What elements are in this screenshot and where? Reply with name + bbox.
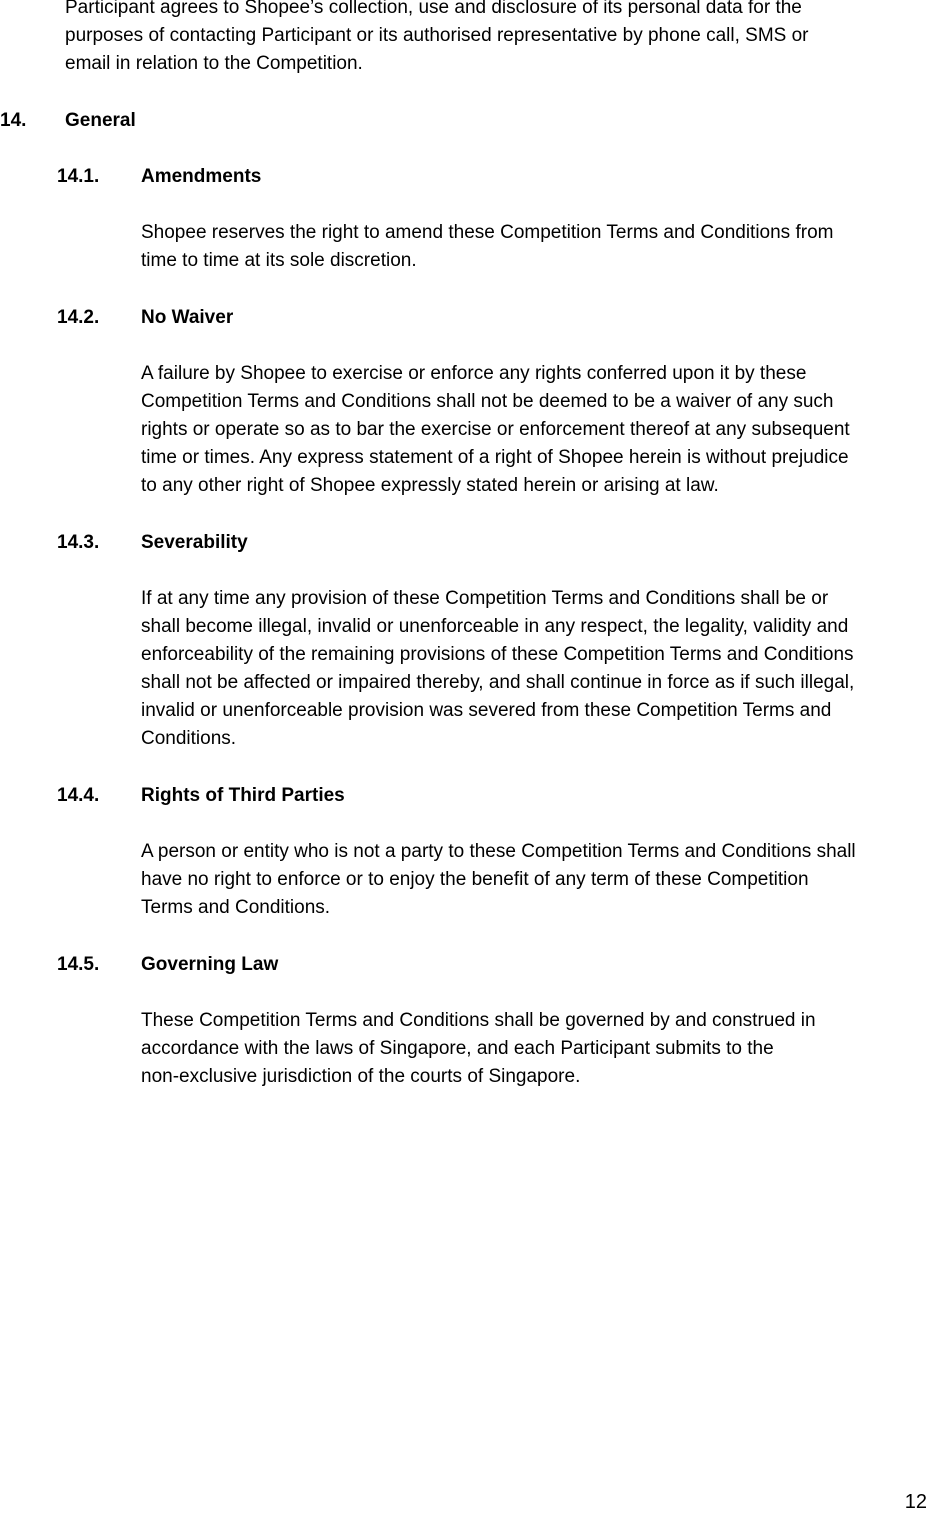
body-line: enforceability of the remaining provisions of these Competition Terms and Conditions [141,644,854,665]
section-title: General [65,110,136,131]
subsection-title: Amendments [141,166,262,187]
subsection-number: 14.2. [57,307,100,328]
body-line: A failure by Shopee to exercise or enforce any rights conferred upon it by these [141,363,807,384]
body-line: Competition Terms and Conditions shall not be deemed to be a waiver of any such [141,391,834,412]
subsection-number: 14.1. [57,166,100,187]
body-line: have no right to enforce or to enjoy the benefit of any term of these Competition [141,869,809,890]
body-line: shall become illegal, invalid or unenforceable in any respect, the legality, validity and [141,616,849,637]
body-line: Shopee reserves the right to amend these Competition Terms and Conditions from [141,222,834,243]
intro-line: Participant agrees to Shopee’s collection, use and disclosure of its personal data for the [65,0,802,18]
body-line: If at any time any provision of these Competition Terms and Conditions shall be or [141,588,829,609]
body-line: time to time at its sole discretion. [141,250,417,271]
intro-line: purposes of contacting Participant or its authorised representative by phone call, SMS or [65,25,809,46]
subsection-body [141,1007,816,1091]
body-line: accordance with the laws of Singapore, and each Participant submits to the [141,1038,774,1059]
subsection-number: 14.4. [57,785,100,806]
body-line: Conditions. [141,728,237,749]
subsection-body [141,838,856,922]
subsection-title: No Waiver [141,307,234,328]
body-line: Terms and Conditions. [141,897,331,918]
subsection-number: 14.3. [57,532,100,553]
subsection-title: Severability [141,532,248,553]
subsection-number: 14.5. [57,954,100,975]
body-line: invalid or unenforceable provision was severed from these Competition Terms and [141,700,832,721]
subsection-body [141,585,854,753]
subsection-title: Rights of Third Parties [141,785,345,806]
subsection-body [141,360,850,500]
body-line: time or times. Any express statement of a right of Shopee herein is without prejudice [141,447,849,468]
body-line: These Competition Terms and Conditions shall be governed by and construed in [141,1010,816,1031]
section-number: 14. [0,110,27,131]
body-line: rights or operate so as to bar the exercise or enforcement thereof at any subsequent [141,419,850,440]
body-line: to any other right of Shopee expressly stated herein or arising at law. [141,475,719,496]
intro-paragraph [65,0,809,78]
subsection-body [141,219,833,275]
subsection-title: Governing Law [141,954,279,975]
body-line: non-exclusive jurisdiction of the courts of Singapore. [141,1066,581,1087]
intro-line: email in relation to the Competition. [65,53,363,74]
page-number: 12 [904,1491,927,1513]
body-line: A person or entity who is not a party to these Competition Terms and Conditions shall [141,841,856,862]
body-line: shall not be affected or impaired thereby, and shall continue in force as if such illegal, [141,672,855,693]
